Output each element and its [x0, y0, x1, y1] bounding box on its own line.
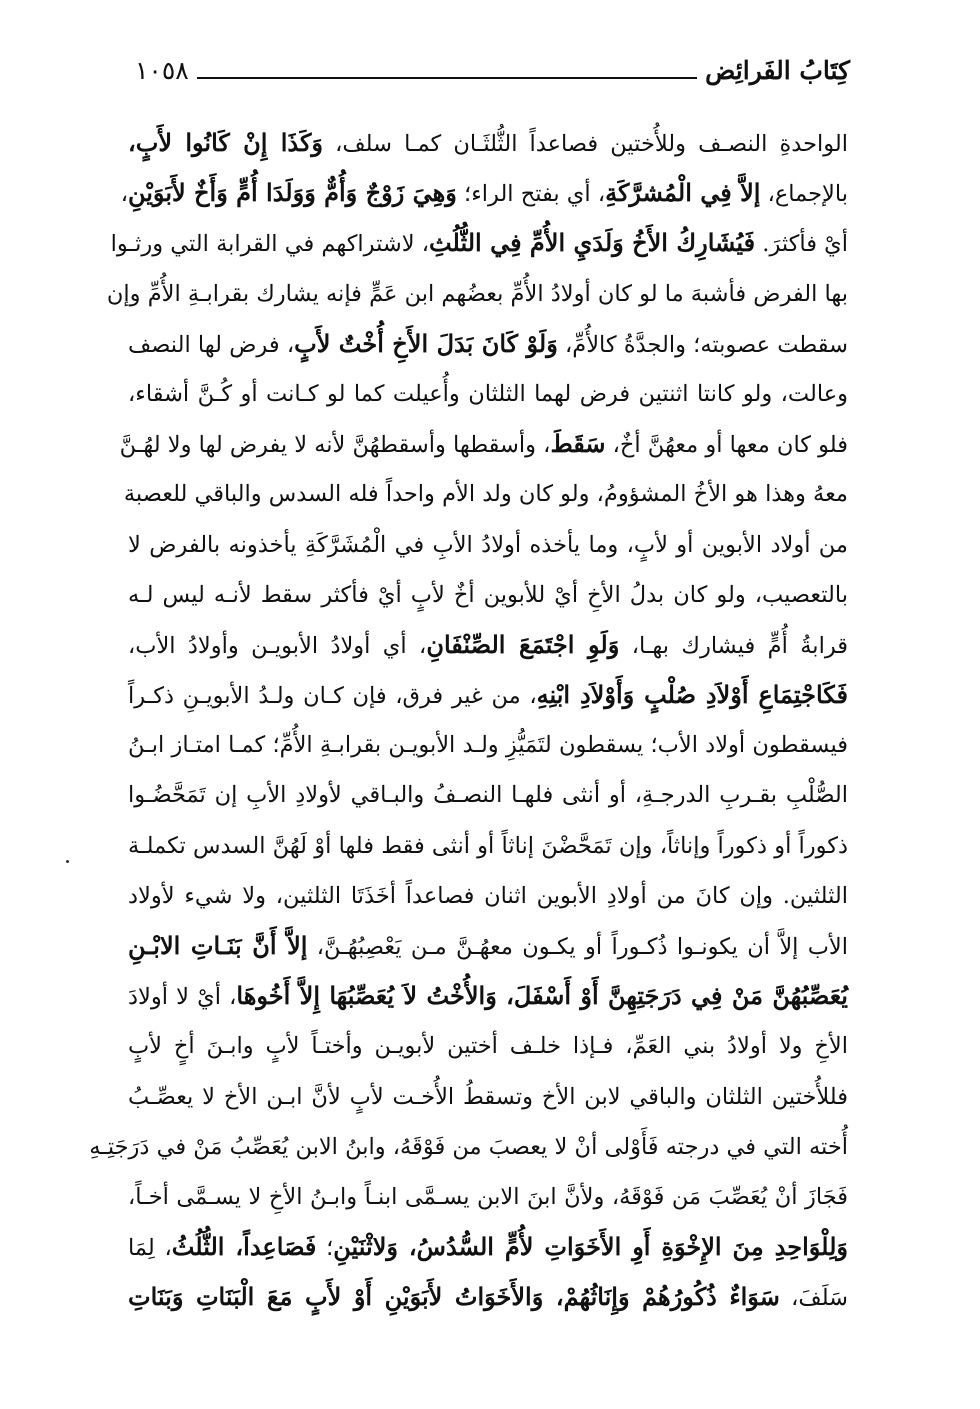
matn-text: يُعَصِّبُهُنَّ مَنْ فِي دَرَجَتِهِنَّ أَوْ أَسْفَلَ، وَالأُخْتُ لاَ يُعَصِّبُهَا إِلاَّ أَخُوهَا — [236, 981, 848, 1011]
sharh-text: قرابةُ أُمٍّ فيشارك بهـا، — [619, 632, 848, 659]
text-line — [89, 1122, 848, 1172]
matn-text: فَصَاعِداً، الثُّلُثُ — [171, 1232, 317, 1262]
sharh-text: من أولاد الأبوين أو لأبٍ، وما يأخذه أولادُ الأبِ في الْمُشَرَّكَةِ يأخذونه بالفرض لا — [128, 531, 848, 558]
sharh-text: فلو كان معها أو معهُنَّ أخٌ، — [605, 432, 848, 459]
text-line — [128, 1222, 848, 1272]
matn-text: سَقَطَ — [550, 429, 606, 459]
sharh-text: ، لاشتراكهم في القرابة التي ورثـوا — [110, 231, 429, 258]
sharh-text: ذكوراً أو ذكوراً وإناثاً، وإن تَمَحَّضْنَ إناثاً أو أنثى فقط فلها أوْ لَهُنَّ السدس تكملـة — [128, 832, 848, 859]
text-line — [128, 620, 848, 670]
matn-text: وَلَوِ اجْتَمَعَ الصِّنْفَانِ — [426, 629, 620, 659]
sharh-text: بالإجماع، — [760, 181, 848, 208]
sharh-text: ، أي بفتح الراء؛ — [456, 181, 606, 208]
margin-mark — [66, 860, 69, 863]
sharh-text: سقطت عصوبته؛ والجدَّةُ كالأُمِّ، — [557, 331, 849, 358]
text-line — [128, 720, 848, 770]
text-line — [128, 1021, 848, 1071]
matn-text: إلاَّ أَنَّ بَنَـاتِ الابْـنِ — [128, 931, 308, 960]
matn-text: وَهِيَ زَوْجٌ وَأُمٌّ وَوَلَدَا أُمٍّ وَأَخٌ لأَبَوَيْنِ — [127, 178, 457, 208]
text-line — [128, 871, 848, 921]
text-line — [128, 118, 848, 168]
sharh-text: ، أيْ لا أولادَ — [128, 984, 237, 1011]
sharh-text: أيْ فأكثرَ. — [755, 231, 848, 258]
matn-text: وَلَوْ كَانَ بَدَلَ الأَخِ أُخْتٌ لأَبٍ — [294, 328, 558, 358]
sharh-text: ، لِمَا — [128, 1235, 172, 1262]
sharh-text: الأب إلاَّ أن يكونـوا ذُكـوراً أو يكـون معهُـنَّ مـن يَعْصِبُهُـنَّ، — [307, 934, 848, 960]
sharh-text: ، أي أولادُ الأبويـن وأولادُ الأب، — [128, 632, 427, 659]
text-line — [128, 770, 848, 820]
sharh-text: الثلثين. وإن كانَ من أولادِ الأبوين اثنان فصاعداً أخَذَتَا الثلثين، ولا شيء لأولاد — [128, 882, 848, 909]
book-title: كِتَابُ الفَرائِض — [705, 56, 850, 85]
matn-text: وَلِلْوَاحِدِ مِنَ الإِخْوَةِ أَوِ الأَخَوَاتِ لأُمٍّ السُّدُسُ، وَلاثْنَيْنِ — [333, 1232, 848, 1262]
text-line — [119, 419, 848, 469]
text-line — [128, 570, 848, 620]
text-line — [123, 469, 848, 519]
sharh-text: ، من غير فرق، فإن كـان ولـدُ الأبويـنِ ذكـراً — [128, 683, 537, 710]
text-line — [128, 1272, 848, 1322]
sharh-text: سَلَفَ، — [779, 1285, 848, 1312]
matn-text: سَوَاءٌ ذُكُورُهُمْ وَإِنَاثُهُمْ، وَالأَخَوَاتُ لأَبَوَيْنِ أَوْ لأَبٍ مَعَ الْبَنَاتِ وَبَنَاتِ — [128, 1282, 780, 1312]
text-line — [106, 269, 848, 319]
text-line — [128, 821, 848, 871]
matn-text: إلاَّ فِي الْمُشرَّكَةِ — [605, 178, 761, 208]
sharh-text: الأخِ ولا أولادُ بني العَمِّ، فـإذا خلـف أختين لأبويـن وأختـاً لأبٍ وابـنَ أخٍ لأبٍ — [128, 1033, 848, 1060]
text-line — [128, 520, 848, 570]
sharh-text: ، وأسقطها وأسقطهُنَّ لأنه لا يفرض لها ولا لهُـنَّ — [119, 432, 551, 459]
sharh-text: بالتعصيب، ولو كان بدلُ الأخِ أيْ للأبوين أخٌ لأبٍ أيْ فأكثر سقط لأنـه ليس لـه — [128, 581, 848, 608]
matn-text: فَيُشَارِكُ الأَخُ وَلَدَيِ الأُمِّ فِي الثُّلُثِ — [428, 228, 756, 258]
text-line — [128, 921, 848, 971]
sharh-text: الصُّلْبِ بقـربِ الدرجـةِ، أو أنثى فلهـا النصـفُ والبـاقي لأولادِ الأبِ إن تَمَحَّضُـوا — [128, 782, 848, 809]
header-rule — [197, 77, 697, 79]
sharh-text: فيسقطون أولاد الأب؛ يسقطون لتَمَيُّزِ ولـد الأبويـن بقرابـةِ الأُمِّ؛ كمـا امتـاز ابـنُ — [128, 732, 848, 759]
text-line — [120, 168, 848, 218]
sharh-text: الواحدةِ النصـف وللأُختين فصاعداً الثُّلثَـان كمـا سلف، — [323, 131, 849, 157]
sharh-text: وعالت، ولو كانتا اثنتين فرض لهما الثلثان وأُعيلت كما لو كـانت أو كُـنَّ أشقاء، — [128, 380, 848, 407]
sharh-text: ، — [120, 181, 128, 208]
running-header — [135, 52, 850, 86]
text-line — [128, 1072, 848, 1122]
text-line — [128, 971, 848, 1021]
body-text — [89, 118, 849, 1323]
text-line — [128, 369, 848, 419]
text-line — [128, 1172, 848, 1222]
page-number: ١٠٥٨ — [135, 56, 189, 85]
sharh-text: فَجَازَ أنْ يُعَصِّبَ مَن فَوْقَهُ، ولأنَّ ابنَ الابن يسـمَّى ابنـاً وابـنُ الأخِ لا يسـمَّى أخـاً، — [128, 1183, 848, 1210]
text-line — [128, 670, 848, 720]
sharh-text: أُخته التي في درجته فَأَوْلى أنْ لا يعصبَ من فَوْقَهُ، وابنُ الابن يُعَصِّبُ مَنْ في دَرَجَتِـهِ — [89, 1133, 848, 1160]
sharh-text: معهُ وهذا هو الأخُ المشؤومُ، ولو كان ولد الأم واحداً فله السدس والباقي للعصبة — [123, 481, 848, 508]
sharh-text: ؛ — [316, 1235, 334, 1262]
matn-text: وَكَذَا إِنْ كَانُوا لأَبٍ، — [128, 128, 324, 157]
text-line — [110, 218, 848, 268]
text-line — [128, 319, 848, 369]
sharh-text: ، فرض لها النصف — [128, 331, 295, 358]
sharh-text: فللأُختين الثلثان والباقي لابن الأخ وتسقطُ الأُخـت لأبٍ لأنَّ ابـن الأخ لا يعصِّـبُ — [128, 1083, 848, 1110]
sharh-text: بها الفرض فأشبهَ ما لو كان أولادُ الأُمِّ بعضُهم ابن عَمٍّ فإنه يشارك بقرابـةِ الأُمِّ وإن — [106, 280, 848, 307]
matn-text: فَكَاجْتِمَاعِ أَوْلاَدِ صُلْبٍ وَأَوْلاَدِ ابْنِهِ — [536, 680, 849, 710]
